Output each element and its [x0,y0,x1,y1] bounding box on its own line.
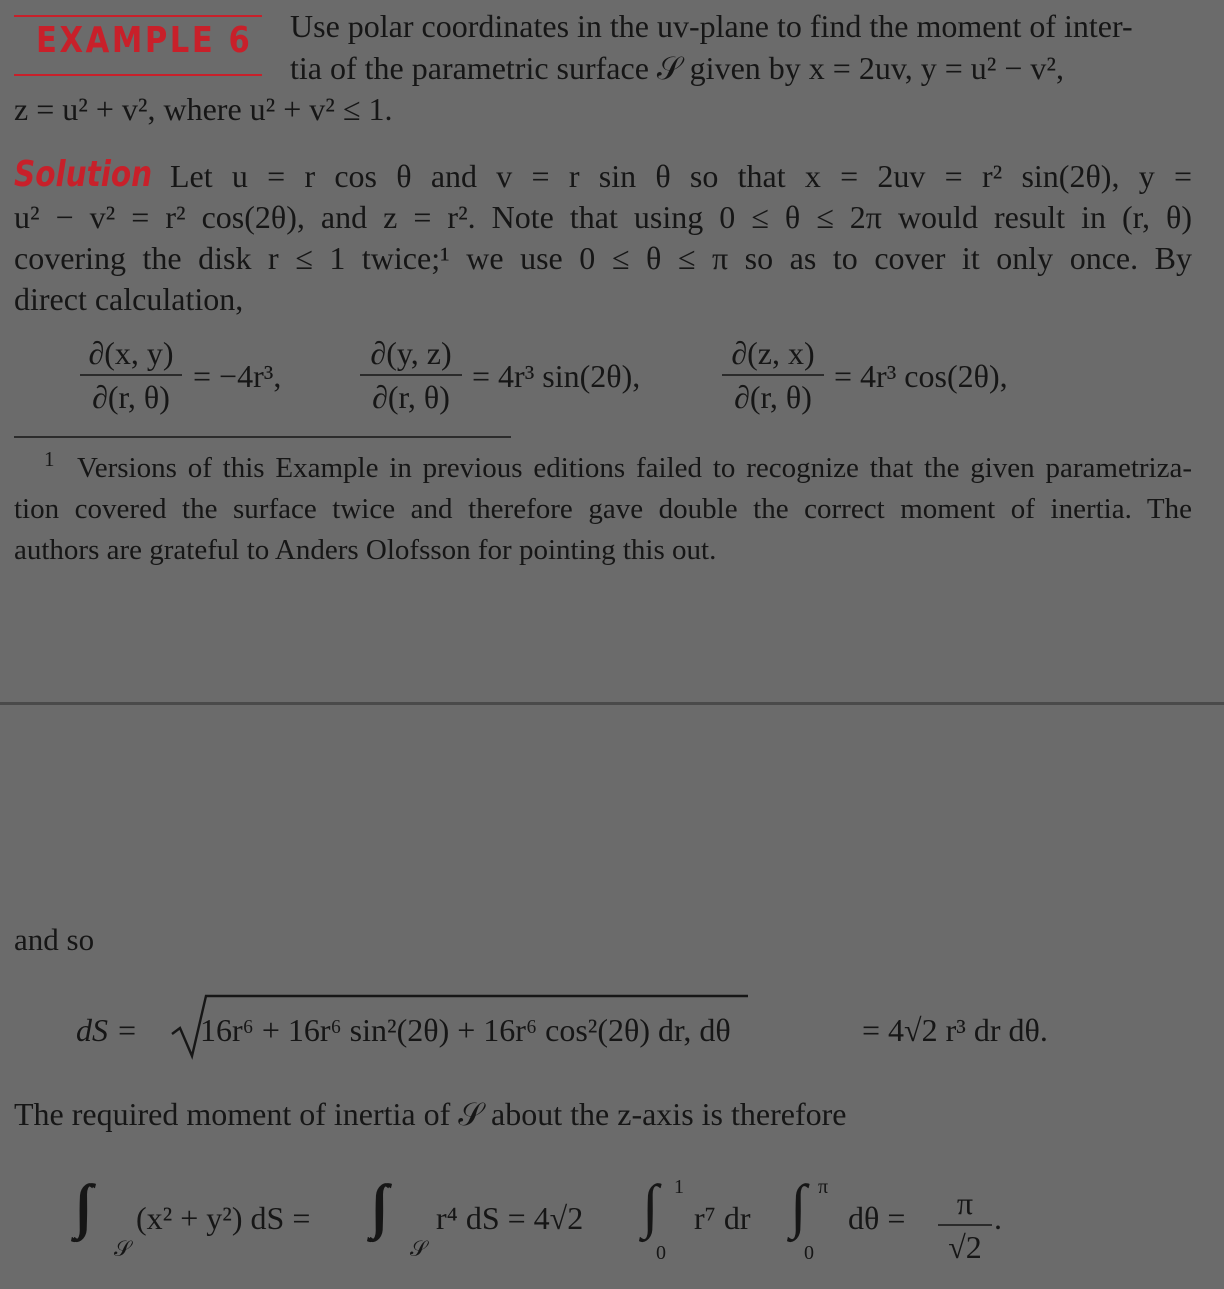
jacobian-zx-fraction [722,334,824,416]
result-denominator: √2 [948,1229,982,1265]
fraction-bar [938,1224,992,1226]
integral-surface-subscript: 𝒮 [114,1236,132,1261]
jacobian-xy-numerator: ∂(x, y) [88,335,174,371]
double-integral-sign: ∫∫ [370,1173,375,1239]
integral-part-3: r⁷ dr [694,1200,751,1236]
result-fraction [938,1184,992,1266]
integral-upper-limit: π [818,1176,829,1198]
fraction-bar [360,374,462,376]
problem-line-3: z = u² + v², where u² + v² ≤ 1. [14,91,393,127]
jacobian-yz-denominator: ∂(r, θ) [372,379,450,415]
double-integral-sign: ∫∫ [74,1173,79,1239]
jacobian-xy-denominator: ∂(r, θ) [92,379,170,415]
jacobian-yz-numerator: ∂(y, z) [370,335,452,371]
jacobian-xy-value: = −4r³, [193,358,282,394]
footnote-line-2: tion covered the surface twice and therefore gave double the correct moment of inertia. The [14,493,1192,525]
fraction-bar [722,374,824,376]
problem-line-1: Use polar coordinates in the uv-plane to find the moment of inter- [290,8,1133,44]
solution-line-4: direct calculation, [14,281,244,317]
and-so-text: and so [14,922,95,957]
footnote-line-3: authors are grateful to Anders Olofsson for pointing this out. [14,534,717,566]
fraction-bar [80,374,182,376]
problem-line-2: tia of the parametric surface 𝒮 given by x = 2uv, y = u² − v², [290,50,1065,86]
jacobian-yz-value: = 4r³ sin(2θ), [472,358,641,394]
integral-part-2: r⁴ dS = 4√2 [436,1200,584,1236]
page-divider [0,702,1224,705]
result-period: . [994,1200,1002,1236]
example-rule-bottom [14,74,262,76]
integral-surface-subscript: 𝒮 [410,1236,428,1261]
example-rule-top [14,15,262,17]
example-label: EXAMPLE 6 [36,20,253,61]
integral-sign: ∫ [790,1173,807,1239]
footnote-marker: 1 [44,447,55,471]
solution-line-1: Let u = r cos θ and v = r sin θ so that x = 2uv = r² sin(2θ), y = [170,158,1192,194]
solution-line-2: u² − v² = r² cos(2θ), and z = r². Note that using 0 ≤ θ ≤ 2π would result in (r, θ) [14,199,1192,235]
ds-lhs: dS = [76,1012,138,1048]
integral-lower-limit: 0 [804,1242,814,1264]
integral-upper-limit: 1 [674,1176,684,1198]
ds-rhs: = 4√2 r³ dr dθ. [862,1012,1048,1048]
integral-part-1: (x² + y²) dS = [136,1200,311,1236]
jacobian-zx-value: = 4r³ cos(2θ), [834,358,1008,394]
result-numerator: π [956,1185,974,1221]
jacobian-xy-fraction [80,334,182,416]
jacobian-zx-numerator: ∂(z, x) [731,335,815,371]
solution-label: Solution [14,154,153,195]
jacobian-yz-fraction [360,334,462,416]
ds-radicand: 16r⁶ + 16r⁶ sin²(2θ) + 16r⁶ cos²(2θ) dr, dθ [200,1012,731,1048]
integral-sign: ∫ [642,1173,659,1239]
integral-lower-limit: 0 [656,1242,666,1264]
footnote-rule [14,436,511,438]
footnote-line-1: Versions of this Example in previous editions failed to recognize that the given parametriza- [77,452,1192,484]
jacobian-zx-denominator: ∂(r, θ) [734,379,812,415]
integral-part-4: dθ = [848,1200,906,1236]
solution-line-3: covering the disk r ≤ 1 twice;¹ we use 0 ≤ θ ≤ π so as to cover it only once. By [14,240,1192,276]
moment-intro-text: The required moment of inertia of 𝒮 about the z-axis is therefore [14,1096,847,1132]
